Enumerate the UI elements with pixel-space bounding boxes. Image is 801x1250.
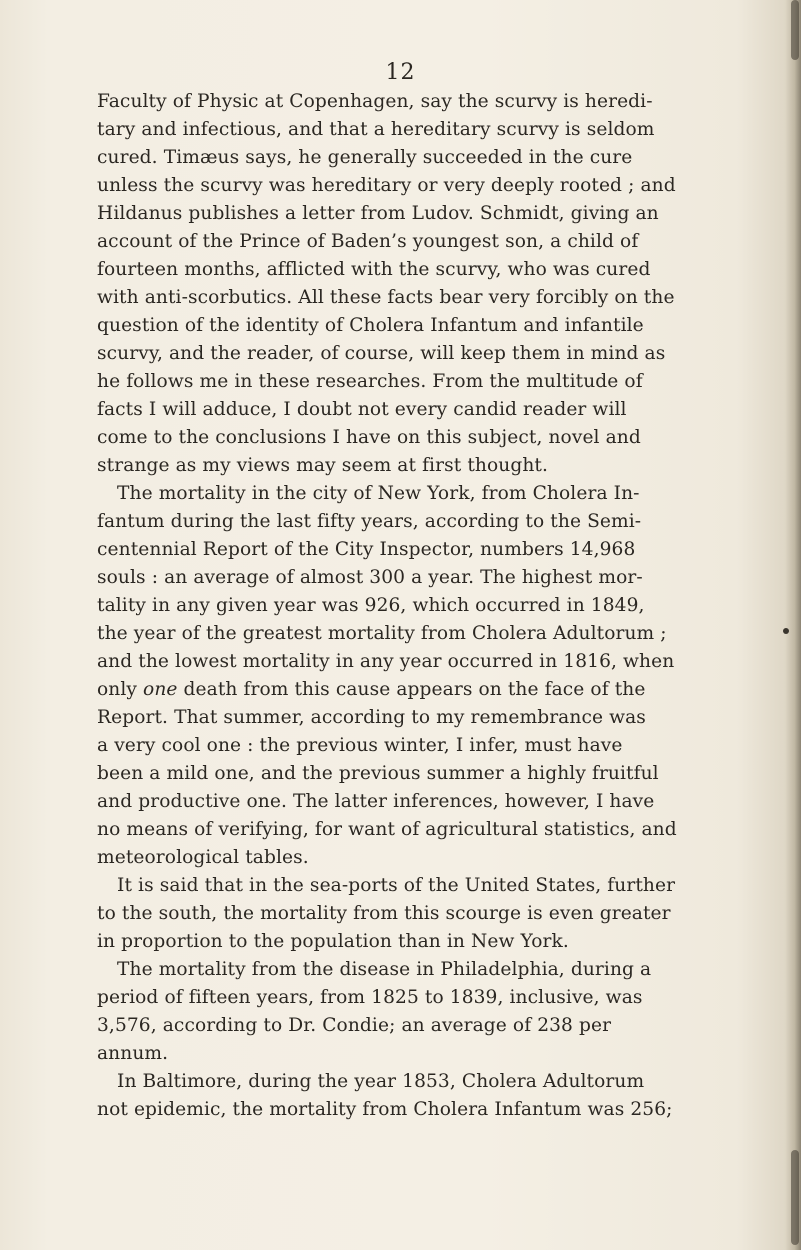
text-line: annum. [97,1043,169,1064]
text-line: tary and infectious, and that a hereditary scurvy is seldom [97,119,655,140]
text-line: been a mild one, and the previous summer a highly fruitful [97,763,659,784]
text-line: fourteen months, afflicted with the scurvy, who was cured [97,259,651,280]
emphasis: one [143,679,178,700]
text-line: come to the conclusions I have on this subject, novel and [97,427,641,448]
text-line: not epidemic, the mortality from Cholera Infantum was 256; [97,1099,673,1120]
text-line: to the south, the mortality from this scourge is even greater [97,903,671,924]
text-line: he follows me in these researches. From the multitude of [97,371,643,392]
text-line: Hildanus publishes a letter from Ludov. Schmidt, giving an [97,203,659,224]
text-line: The mortality from the disease in Philadelphia, during a [117,959,652,980]
text-line: Faculty of Physic at Copenhagen, say the scurvy is heredi- [97,91,653,112]
text-line: and the lowest mortality in any year occurred in 1816, when [97,651,675,672]
text-line: and productive one. The latter inferences, however, I have [97,791,655,812]
margin-mark [783,628,789,634]
edge-smudge [791,0,799,60]
text-line: In Baltimore, during the year 1853, Cholera Adultorum [117,1071,645,1092]
text-line: meteorological tables. [97,847,309,868]
text-line: The mortality in the city of New York, from Cholera In- [117,483,640,504]
text-line: centennial Report of the City Inspector, numbers 14,968 [97,539,636,560]
body-text [97,88,757,1124]
text-line: facts I will adduce, I doubt not every candid reader will [97,399,627,420]
text-line: with anti-scorbutics. All these facts bear very forcibly on the [97,287,675,308]
text-line-part: death from this cause appears on the face of the [177,679,646,700]
text-line: no means of verifying, for want of agricultural statistics, and [97,819,677,840]
text-line: unless the scurvy was hereditary or very deeply rooted ; and [97,175,676,196]
text-line: tality in any given year was 926, which occurred in 1849, [97,595,645,616]
text-line: It is said that in the sea-ports of the United States, further [117,875,676,896]
text-line: question of the identity of Cholera Infantum and infantile [97,315,644,336]
text-line: account of the Prince of Baden’s youngest son, a child of [97,231,639,252]
text-line: strange as my views may seem at first thought. [97,455,548,476]
text-line: period of fifteen years, from 1825 to 1839, inclusive, was [97,987,643,1008]
text-line-part: only [97,679,144,700]
text-line: the year of the greatest mortality from Cholera Adultorum ; [97,623,667,644]
text-line: fantum during the last fifty years, according to the Semi- [97,511,642,532]
page-edge-shadow [785,0,801,1250]
text-line: Report. That summer, according to my remembrance was [97,707,646,728]
text-line: scurvy, and the reader, of course, will keep them in mind as [97,343,666,364]
text-line: cured. Timæus says, he generally succeeded in the cure [97,147,633,168]
page-number: 12 [385,60,416,85]
text-line: a very cool one : the previous winter, I infer, must have [97,735,623,756]
edge-smudge [791,1150,799,1245]
text-line [97,676,757,704]
text-line: 3,576, according to Dr. Condie; an average of 238 per [97,1015,612,1036]
text-line: in proportion to the population than in New York. [97,931,569,952]
text-line: souls : an average of almost 300 a year. The highest mor- [97,567,643,588]
